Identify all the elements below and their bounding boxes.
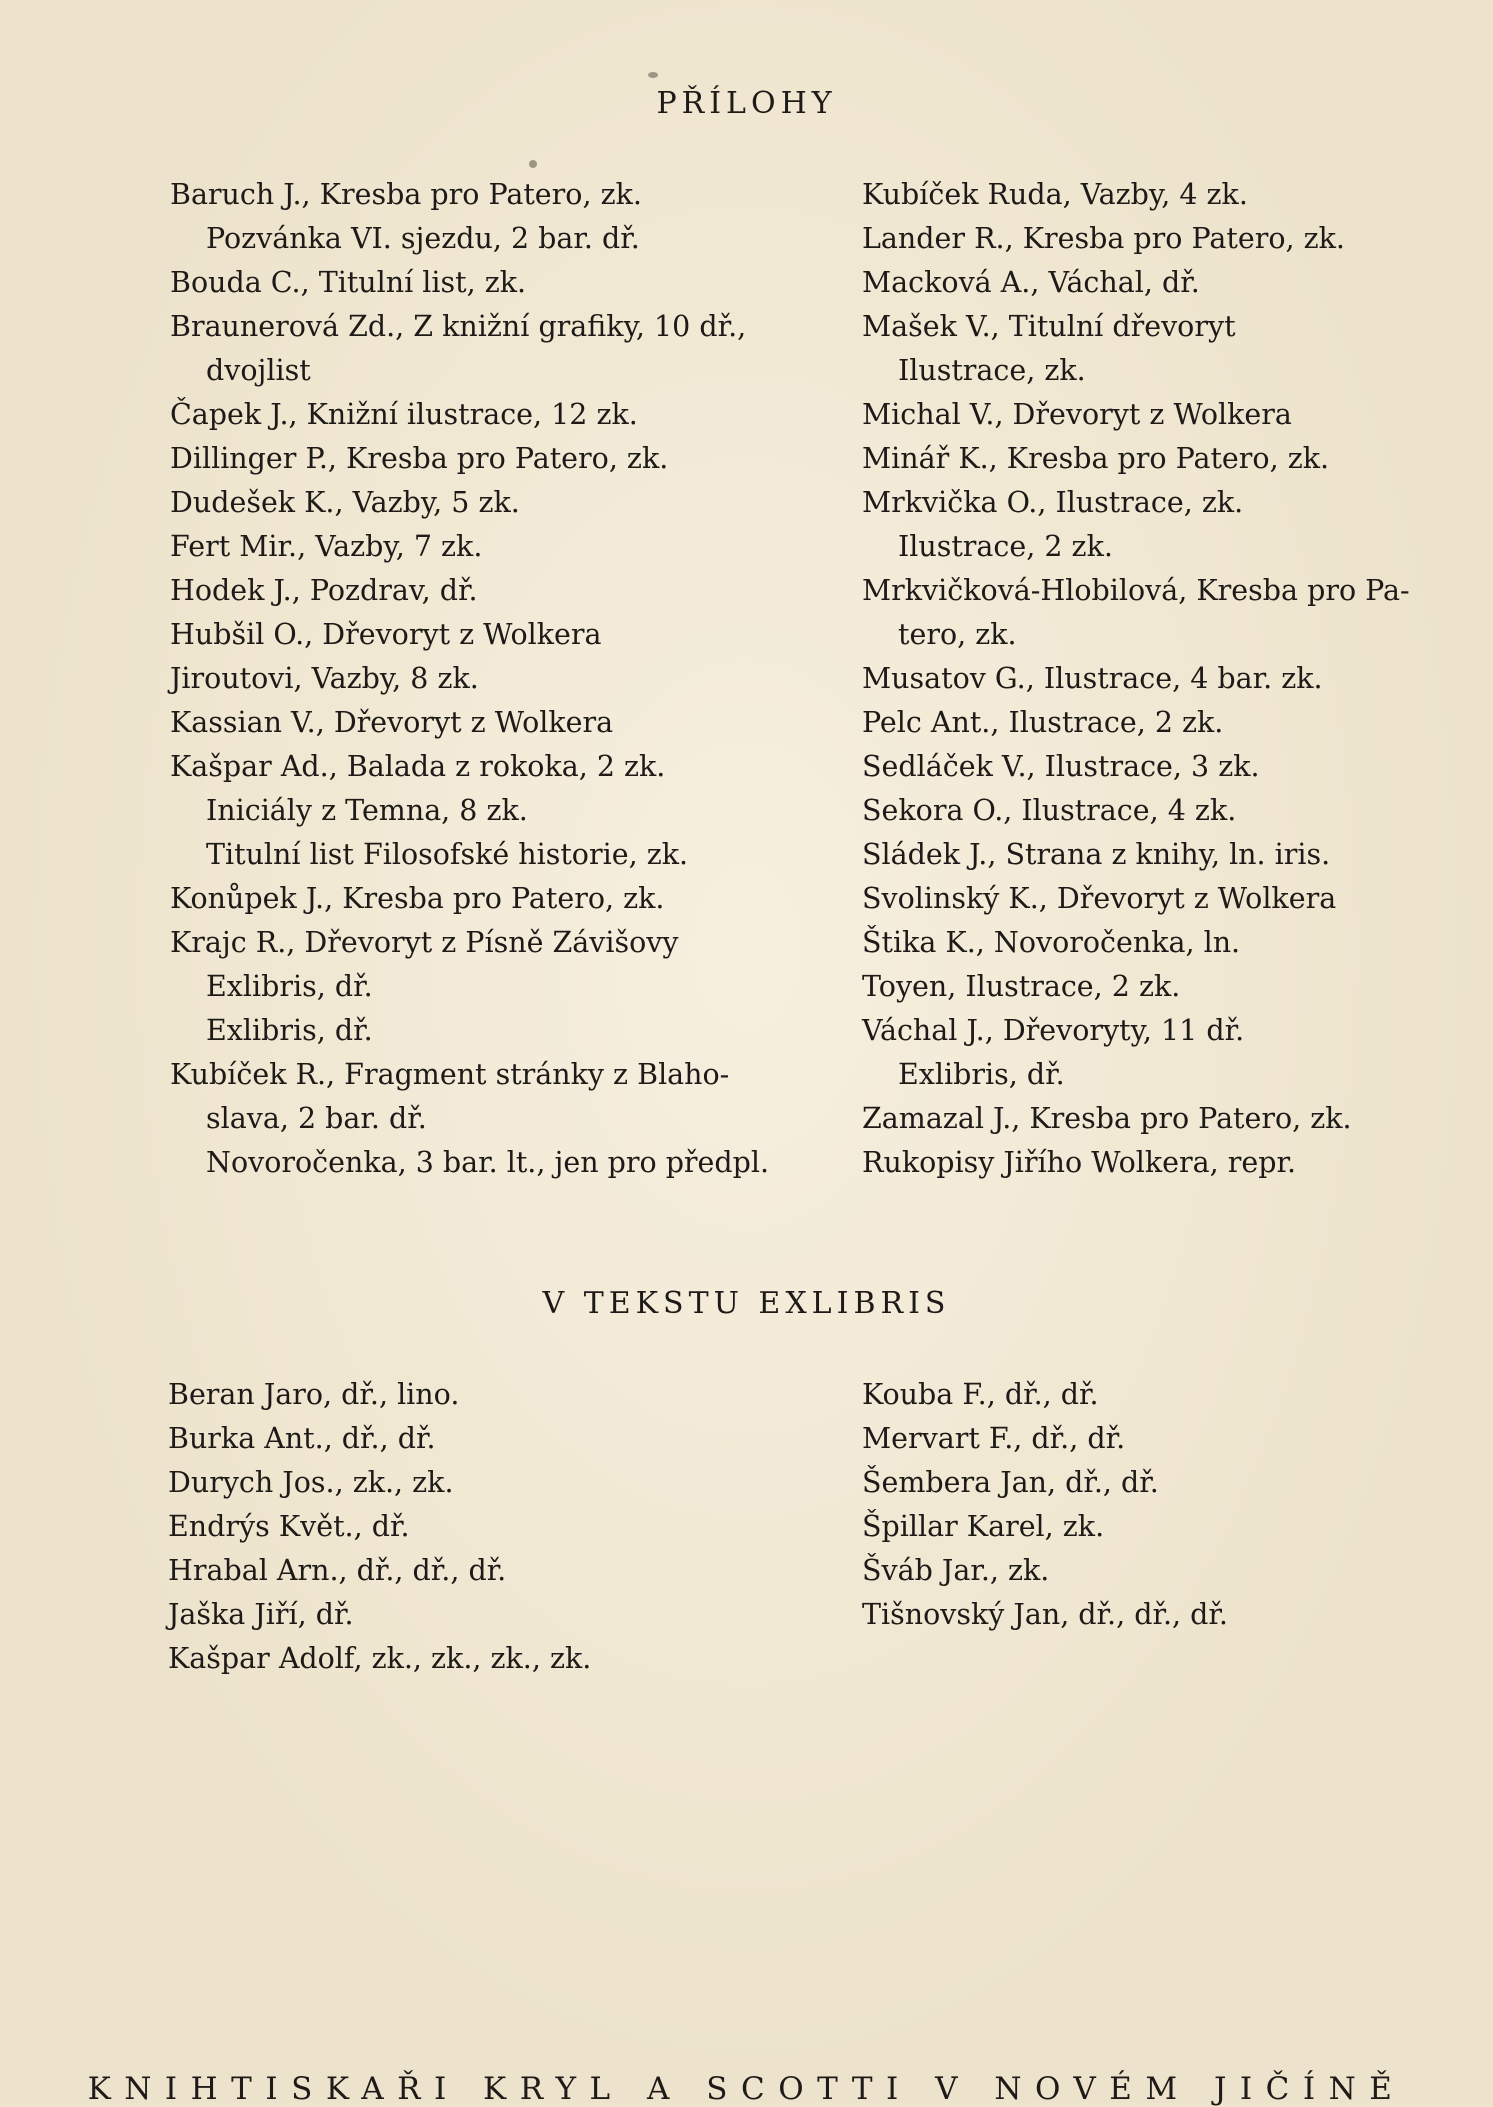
list-item: Hodek J., Pozdrav, dř. xyxy=(170,574,478,607)
list-item: slava, 2 bar. dř. xyxy=(206,1102,427,1135)
list-item: Sládek J., Strana z knihy, ln. iris. xyxy=(862,838,1331,871)
list-item: Sekora O., Ilustrace, 4 zk. xyxy=(862,794,1237,827)
prilohy-left-column xyxy=(170,173,810,1185)
list-item: Jiroutovi, Vazby, 8 zk. xyxy=(170,662,479,695)
ink-speck xyxy=(648,72,658,78)
list-item: Burka Ant., dř., dř. xyxy=(168,1422,436,1455)
list-item: Mrkvička O., Ilustrace, zk. xyxy=(862,486,1244,519)
list-item: Bouda C., Titulní list, zk. xyxy=(170,266,527,299)
list-item: Jaška Jiří, dř. xyxy=(168,1598,354,1631)
list-item: Minář K., Kresba pro Patero, zk. xyxy=(862,442,1330,475)
list-item: Fert Mir., Vazby, 7 zk. xyxy=(170,530,483,563)
list-item: Michal V., Dřevoryt z Wolkera xyxy=(862,398,1292,431)
exlibris-right-column xyxy=(862,1373,1493,1637)
list-item: Mašek V., Titulní dřevoryt xyxy=(862,310,1236,343)
list-item: Exlibris, dř. xyxy=(206,970,373,1003)
list-item: Šembera Jan, dř., dř. xyxy=(862,1466,1159,1499)
list-item: Baruch J., Kresba pro Patero, zk. xyxy=(170,178,642,211)
list-item: dvojlist xyxy=(206,354,311,387)
list-item: Endrýs Květ., dř. xyxy=(168,1510,410,1543)
list-item: Hrabal Arn., dř., dř., dř. xyxy=(168,1554,507,1587)
list-item: Kašpar Ad., Balada z rokoka, 2 zk. xyxy=(170,750,666,783)
list-item: Lander R., Kresba pro Patero, zk. xyxy=(862,222,1345,255)
list-item: Šváb Jar., zk. xyxy=(862,1554,1050,1587)
list-item: Iniciály z Temna, 8 zk. xyxy=(206,794,528,827)
list-item: Kubíček R., Fragment stránky z Blaho- xyxy=(170,1058,730,1091)
list-item: Kubíček Ruda, Vazby, 4 zk. xyxy=(862,178,1248,211)
list-item: Čapek J., Knižní ilustrace, 12 zk. xyxy=(170,398,638,431)
list-item: Musatov G., Ilustrace, 4 bar. zk. xyxy=(862,662,1323,695)
list-item: tero, zk. xyxy=(898,618,1017,651)
list-item: Ilustrace, zk. xyxy=(898,354,1086,387)
list-item: Štika K., Novoročenka, ln. xyxy=(862,926,1241,959)
list-item: Zamazal J., Kresba pro Patero, zk. xyxy=(862,1102,1352,1135)
prilohy-right-column xyxy=(862,173,1493,1185)
list-item: Novoročenka, 3 bar. lt., jen pro předpl. xyxy=(206,1146,770,1179)
list-item: Kašpar Adolf, zk., zk., zk., zk. xyxy=(168,1642,592,1675)
list-item: Exlibris, dř. xyxy=(898,1058,1065,1091)
list-item: Kassian V., Dřevoryt z Wolkera xyxy=(170,706,614,739)
list-item: Svolinský K., Dřevoryt z Wolkera xyxy=(862,882,1337,915)
list-item: Špillar Karel, zk. xyxy=(862,1510,1105,1543)
section-heading-prilohy: PŘÍLOHY xyxy=(656,86,837,121)
list-item: Titulní list Filosofské historie, zk. xyxy=(206,838,689,871)
list-item: Kouba F., dř., dř. xyxy=(862,1378,1099,1411)
list-item: Ilustrace, 2 zk. xyxy=(898,530,1113,563)
list-item: Durych Jos., zk., zk. xyxy=(168,1466,454,1499)
list-item: Sedláček V., Ilustrace, 3 zk. xyxy=(862,750,1260,783)
list-item: Braunerová Zd., Z knižní grafiky, 10 dř., xyxy=(170,310,747,343)
list-item: Váchal J., Dřevoryty, 11 dř. xyxy=(862,1014,1245,1047)
list-item: Tišnovský Jan, dř., dř., dř. xyxy=(862,1598,1228,1631)
section-heading-exlibris: V TEKSTU EXLIBRIS xyxy=(542,1286,951,1321)
printer-imprint: KNIHTISKAŘI KRYL A SCOTTI V NOVÉM JIČÍNĚ xyxy=(87,2071,1406,2107)
list-item: Beran Jaro, dř., lino. xyxy=(168,1378,460,1411)
exlibris-left-column xyxy=(168,1373,808,1681)
list-item: Hubšil O., Dřevoryt z Wolkera xyxy=(170,618,602,651)
list-item: Pelc Ant., Ilustrace, 2 zk. xyxy=(862,706,1224,739)
list-item: Dillinger P., Kresba pro Patero, zk. xyxy=(170,442,669,475)
list-item: Toyen, Ilustrace, 2 zk. xyxy=(862,970,1181,1003)
list-item: Rukopisy Jiřího Wolkera, repr. xyxy=(862,1146,1297,1179)
ink-speck xyxy=(529,160,537,168)
list-item: Mervart F., dř., dř. xyxy=(862,1422,1126,1455)
list-item: Krajc R., Dřevoryt z Písně Závišovy xyxy=(170,926,679,959)
list-item: Exlibris, dř. xyxy=(206,1014,373,1047)
list-item: Macková A., Váchal, dř. xyxy=(862,266,1200,299)
list-item: Dudešek K., Vazby, 5 zk. xyxy=(170,486,520,519)
list-item: Konůpek J., Kresba pro Patero, zk. xyxy=(170,882,665,915)
list-item: Pozvánka VI. sjezdu, 2 bar. dř. xyxy=(206,222,640,255)
list-item: Mrkvičková-Hlobilová, Kresba pro Pa- xyxy=(862,574,1410,607)
